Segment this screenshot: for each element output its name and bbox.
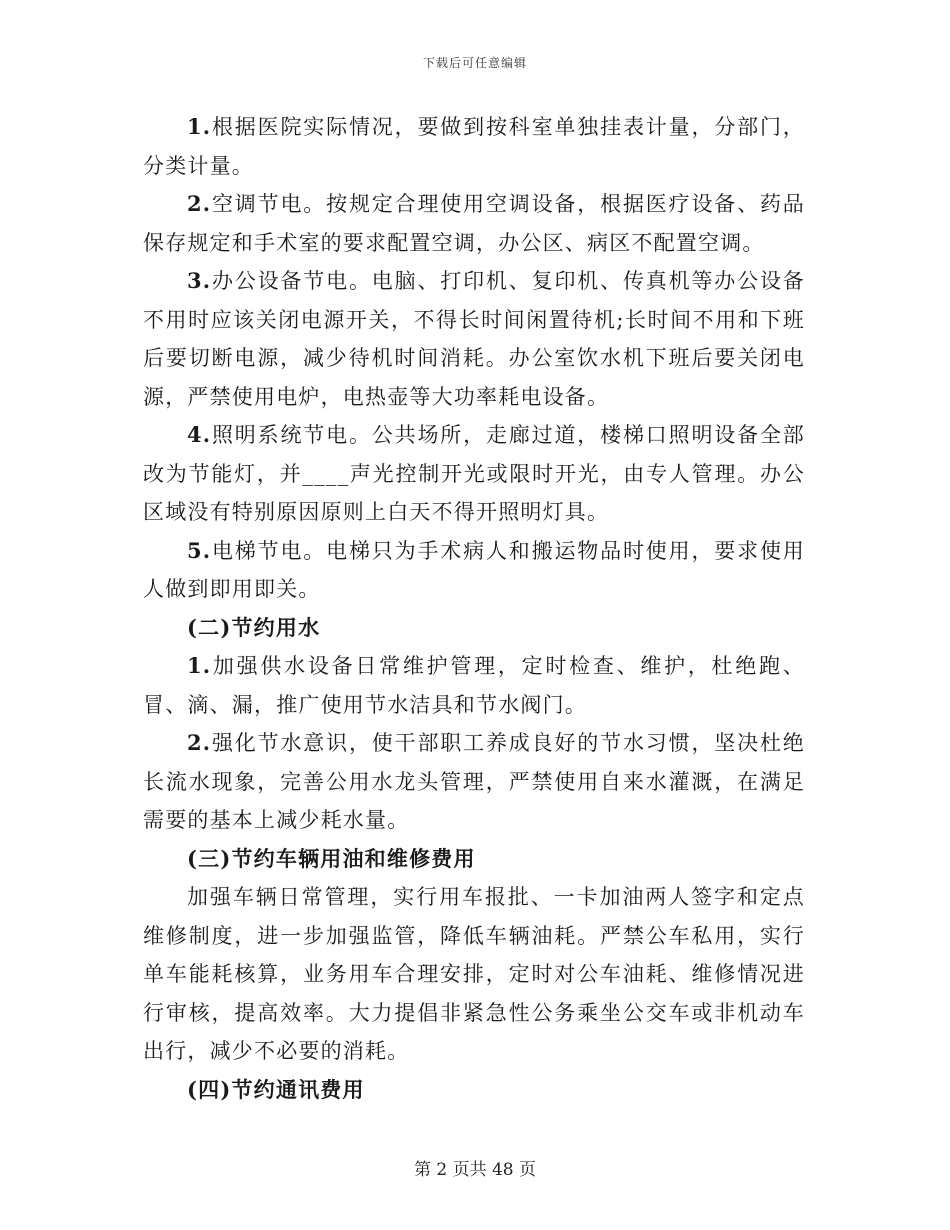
paragraph [143, 108, 805, 185]
item-number: 4. [187, 422, 212, 447]
item-number: 1. [187, 114, 212, 139]
paragraph [143, 262, 805, 416]
paragraph-text: 照明系统节电。公共场所，走廊过道，楼梯口照明设备全部改为节能灯，并____声光控制开光或限时开光，由专人管理。办公区域没有特别原因原则上白天不得开照明灯具。 [143, 423, 805, 524]
paragraph [143, 647, 805, 724]
item-number: 2. [187, 730, 212, 755]
item-number: 2. [187, 191, 212, 216]
paragraph-text: 电梯节电。电梯只为手术病人和搬运物品时使用，要求使用人做到即用即关。 [143, 538, 805, 601]
item-number: 1. [187, 653, 212, 678]
paragraph-text: 办公设备节电。电脑、打印机、复印机、传真机等办公设备不用时应该关闭电源开关，不得长时间闲置待机;长时间不用和下班后要切断电源，减少待机时间消耗。办公室饮水机下班后要关闭电源，严禁使用电炉，电热壶等大功率耗电设备。 [143, 269, 805, 409]
paragraph [143, 878, 805, 1071]
document-body [143, 108, 805, 1109]
paragraph-text: 加强车辆日常管理，实行用车报批、一卡加油两人签字和定点维修制度，进一步加强监管，降低车辆油耗。严禁公车私用，实行单车能耗核算，业务用车合理安排，定时对公车油耗、维修情况进行审核，提高效率。大力提倡非紧急性公务乘坐公交车或非机动车出行，减少不必要的消耗。 [143, 885, 805, 1063]
paragraph-text: 加强供水设备日常维护管理，定时检查、维护，杜绝跑、冒、滴、漏，推广使用节水洁具和节水阀门。 [143, 654, 805, 717]
page-footer: 第 2 页共 48 页 [413, 1160, 537, 1180]
section-heading: (三)节约车辆用油和维修费用 [187, 845, 476, 871]
paragraph-text: 空调节电。按规定合理使用空调设备，根据医疗设备、药品保存规定和手术室的要求配置空调，办公区、病区不配置空调。 [143, 192, 805, 255]
paragraph-text: 根据医院实际情况，要做到按科室单独挂表计量，分部门，分类计量。 [143, 115, 805, 178]
paragraph [143, 532, 805, 609]
paragraph-text: 强化节水意识，使干部职工养成良好的节水习惯，坚决杜绝长流水现象，完善公用水龙头管理，严禁使用自来水灌溉，在满足需要的基本上减少耗水量。 [143, 731, 805, 832]
section-heading: (二)节约用水 [187, 614, 321, 640]
item-number: 5. [187, 537, 212, 563]
paragraph [143, 185, 805, 262]
paragraph [143, 416, 805, 532]
paragraph [143, 724, 805, 840]
section-heading: (四)节约通讯费用 [187, 1076, 365, 1102]
item-number: 3. [187, 268, 212, 293]
page-header: 下载后可任意编辑 [422, 56, 527, 70]
